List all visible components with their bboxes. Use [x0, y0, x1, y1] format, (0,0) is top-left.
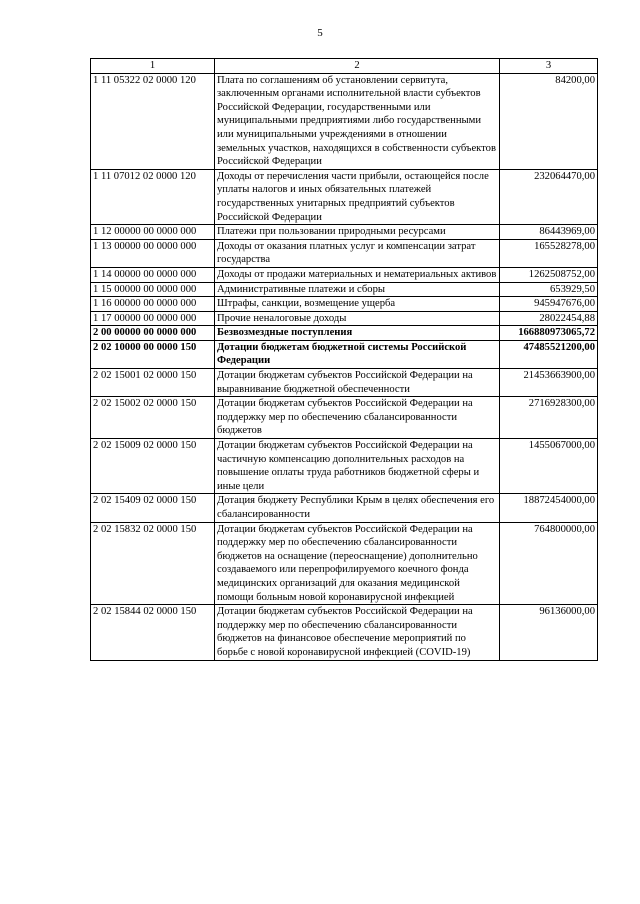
revenue-name-cell: Административные платежи и сборы [215, 282, 500, 297]
revenue-name-cell: Доходы от оказания платных услуг и компенсации затрат государства [215, 239, 500, 267]
table-row [91, 326, 598, 341]
column-header-amount: 3 [500, 59, 598, 74]
amount-cell: 1262508752,00 [500, 267, 598, 282]
table-row [91, 169, 598, 224]
amount-cell: 764800000,00 [500, 522, 598, 605]
table-row [91, 397, 598, 439]
column-header-code: 1 [91, 59, 215, 74]
classification-code-cell: 2 02 15409 02 0000 150 [91, 494, 215, 522]
amount-cell: 232064470,00 [500, 169, 598, 224]
page-number: 5 [317, 27, 323, 39]
table-row [91, 522, 598, 605]
classification-code-cell: 2 02 15832 02 0000 150 [91, 522, 215, 605]
amount-cell: 166880973065,72 [500, 326, 598, 341]
amount-cell: 28022454,88 [500, 311, 598, 326]
table-row [91, 439, 598, 494]
budget-revenue-table [90, 58, 598, 661]
table-row [91, 605, 598, 660]
classification-code-cell: 2 02 10000 00 0000 150 [91, 340, 215, 368]
revenue-name-cell: Дотации бюджетам субъектов Российской Федерации на частичную компенсацию дополнительных расходов на повышение оплаты труда работников бюджетной сферы и иные цели [215, 439, 500, 494]
classification-code-cell: 2 02 15001 02 0000 150 [91, 369, 215, 397]
table-row [91, 494, 598, 522]
revenue-name-cell: Дотации бюджетам субъектов Российской Федерации на поддержку мер по обеспечению сбалансированности бюджетов [215, 397, 500, 439]
table-row [91, 340, 598, 368]
classification-code-cell: 1 15 00000 00 0000 000 [91, 282, 215, 297]
amount-cell: 1455067000,00 [500, 439, 598, 494]
amount-cell: 21453663900,00 [500, 369, 598, 397]
revenue-name-cell: Доходы от перечисления части прибыли, остающейся после уплаты налогов и иных обязательных платежей государственных унитарных предприятий субъектов Российской Федерации [215, 169, 500, 224]
revenue-name-cell: Дотация бюджету Республики Крым в целях обеспечения его сбалансированности [215, 494, 500, 522]
amount-cell: 165528278,00 [500, 239, 598, 267]
revenue-name-cell: Безвозмездные поступления [215, 326, 500, 341]
classification-code-cell: 2 02 15009 02 0000 150 [91, 439, 215, 494]
revenue-name-cell: Платежи при пользовании природными ресурсами [215, 225, 500, 240]
amount-cell: 18872454000,00 [500, 494, 598, 522]
table-row [91, 369, 598, 397]
table-row [91, 282, 598, 297]
classification-code-cell: 2 00 00000 00 0000 000 [91, 326, 215, 341]
revenue-name-cell: Дотации бюджетам бюджетной системы Российской Федерации [215, 340, 500, 368]
classification-code-cell: 1 13 00000 00 0000 000 [91, 239, 215, 267]
table-header-row [91, 59, 598, 74]
table-row [91, 239, 598, 267]
classification-code-cell: 1 11 05322 02 0000 120 [91, 73, 215, 169]
classification-code-cell: 1 17 00000 00 0000 000 [91, 311, 215, 326]
amount-cell: 84200,00 [500, 73, 598, 169]
amount-cell: 945947676,00 [500, 297, 598, 312]
classification-code-cell: 1 11 07012 02 0000 120 [91, 169, 215, 224]
revenue-name-cell: Дотации бюджетам субъектов Российской Федерации на поддержку мер по обеспечению сбалансированности бюджетов на финансовое обеспечение мероприятий по борьбе с новой коронавирусной инфекцией (COVID-19) [215, 605, 500, 660]
revenue-name-cell: Доходы от продажи материальных и нематериальных активов [215, 267, 500, 282]
table-row [91, 73, 598, 169]
classification-code-cell: 1 16 00000 00 0000 000 [91, 297, 215, 312]
classification-code-cell: 1 12 00000 00 0000 000 [91, 225, 215, 240]
revenue-name-cell: Дотации бюджетам субъектов Российской Федерации на выравнивание бюджетной обеспеченности [215, 369, 500, 397]
revenue-name-cell: Плата по соглашениям об установлении сервитута, заключенным органами исполнительной власти субъектов Российской Федерации, государственными или муниципальными предприятиями либо государственными или муниципальными учреждениями в отношении земельных участков, находящихся в собственности субъектов Российской Федерации [215, 73, 500, 169]
classification-code-cell: 2 02 15844 02 0000 150 [91, 605, 215, 660]
table-row [91, 311, 598, 326]
amount-cell: 653929,50 [500, 282, 598, 297]
amount-cell: 47485521200,00 [500, 340, 598, 368]
table-row [91, 297, 598, 312]
revenue-name-cell: Штрафы, санкции, возмещение ущерба [215, 297, 500, 312]
classification-code-cell: 1 14 00000 00 0000 000 [91, 267, 215, 282]
amount-cell: 86443969,00 [500, 225, 598, 240]
revenue-name-cell: Прочие неналоговые доходы [215, 311, 500, 326]
table-row [91, 267, 598, 282]
amount-cell: 96136000,00 [500, 605, 598, 660]
revenue-name-cell: Дотации бюджетам субъектов Российской Федерации на поддержку мер по обеспечению сбалансированности бюджетов на оснащение (переоснащение) дополнительно создаваемого или перепрофилируемого коечного фонда медицинских организаций для оказания медицинской помощи больным новой коронавирусной инфекцией [215, 522, 500, 605]
table-row [91, 225, 598, 240]
classification-code-cell: 2 02 15002 02 0000 150 [91, 397, 215, 439]
column-header-name: 2 [215, 59, 500, 74]
amount-cell: 2716928300,00 [500, 397, 598, 439]
